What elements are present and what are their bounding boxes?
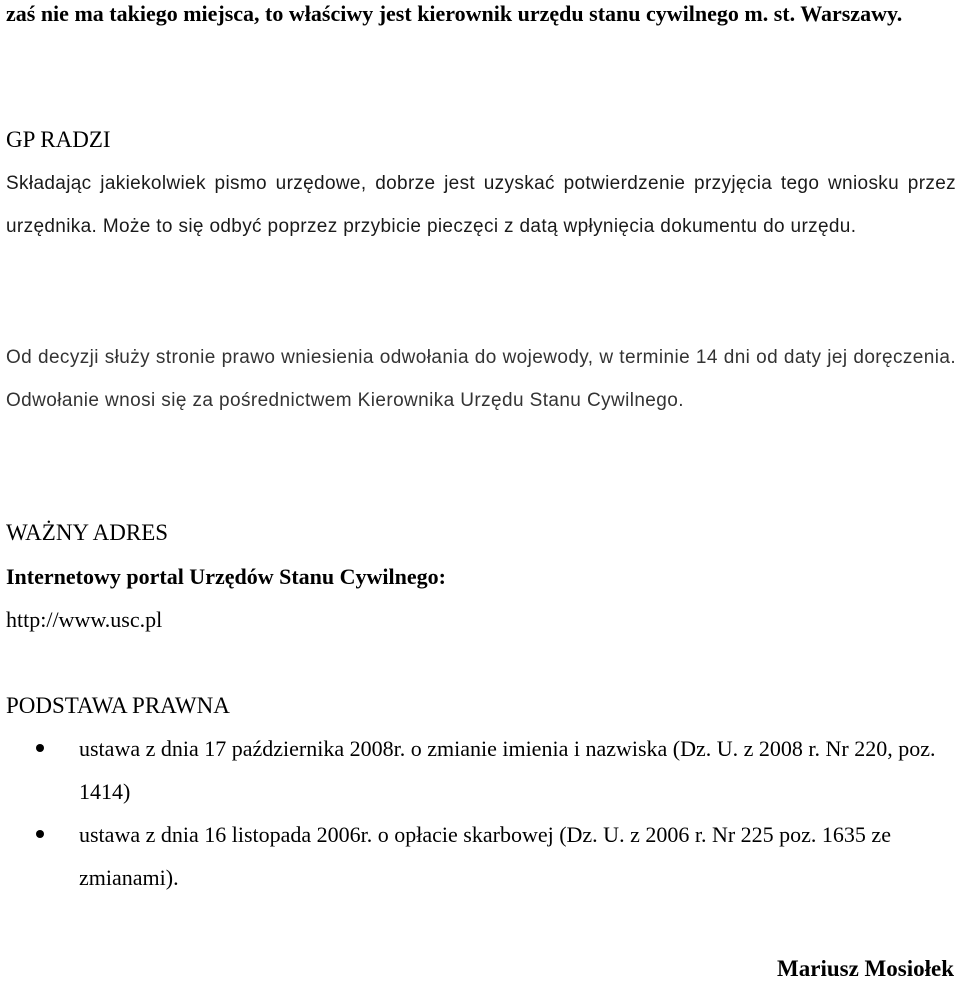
author-signature: Mariusz Mosiołek (777, 956, 954, 981)
appeal-paragraph: Od decyzji służy stronie prawo wniesienia odwołania do wojewody, w terminie 14 dni od daty jej doręczenia. Odwołanie wnosi się za pośrednictwem Kierownika Urzędu Stanu Cywilnego. (6, 347, 956, 411)
bullet-icon (36, 744, 44, 752)
important-address-heading: WAŻNY ADRES (6, 520, 169, 545)
list-item (6, 727, 949, 813)
portal-url-link[interactable]: http://www.usc.pl (6, 607, 163, 632)
intro-paragraph: zaś nie ma takiego miejsca, to właściwy jest kierownik urzędu stanu cywilnego m. st. Warszawy. (6, 1, 903, 26)
legal-basis-list (6, 727, 956, 899)
legal-item-text: ustawa z dnia 17 października 2008r. o zmianie imienia i nazwiska (Dz. U. z 2008 r. Nr 220, poz. 1414) (79, 736, 936, 804)
list-item (6, 813, 949, 899)
gp-radzi-sentence-2: Może to się odbyć poprzez przybicie pieczęci z datą wpłynięcia dokumentu do urzędu. (102, 216, 857, 237)
portal-label: Internetowy portal Urzędów Stanu Cywilnego: (6, 564, 446, 589)
legal-item-text: ustawa z dnia 16 listopada 2006r. o opłacie skarbowej (Dz. U. z 2006 r. Nr 225 poz. 1635 ze zmianami). (79, 822, 891, 890)
gp-radzi-sentence-1: Składając jakiekolwiek pismo urzędowe, dobrze jest uzyskać potwierdzenie przyjęcia tego wniosku przez urzędnika. (6, 173, 956, 237)
bullet-icon (36, 830, 44, 838)
gp-radzi-paragraph (6, 162, 956, 248)
gp-radzi-heading: GP RADZI (6, 127, 111, 152)
legal-basis-heading: PODSTAWA PRAWNA (6, 693, 230, 718)
